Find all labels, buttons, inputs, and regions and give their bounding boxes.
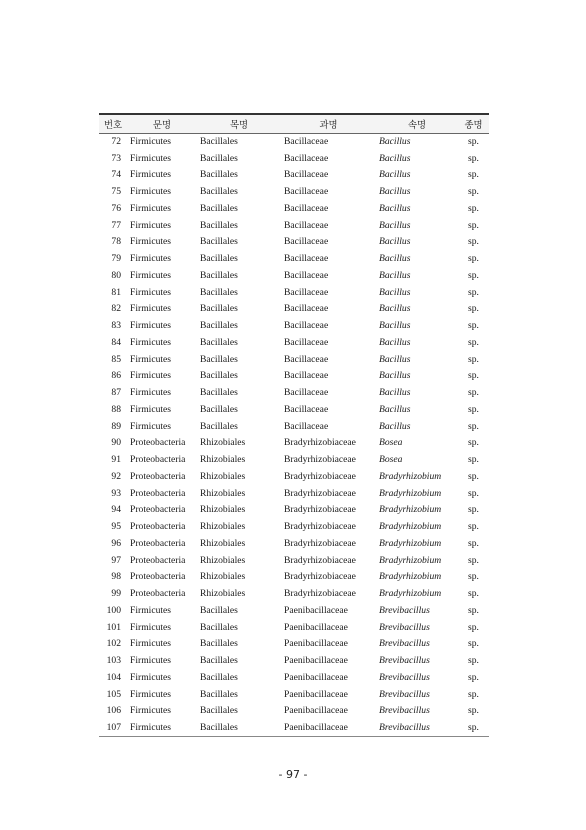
- cell-family: Bradyrhizobiaceae: [284, 521, 356, 533]
- cell-genus: Bradyrhizobium: [379, 487, 442, 499]
- table-body: [99, 133, 489, 736]
- cell-family: Bradyrhizobiaceae: [284, 588, 356, 600]
- cell-number: 89: [111, 420, 121, 432]
- cell-order: Bacillales: [200, 370, 238, 382]
- cell-number: 80: [111, 269, 121, 281]
- cell-phylum: Proteobacteria: [130, 437, 186, 449]
- cell-genus: Bradyrhizobium: [379, 588, 442, 600]
- cell-species: sp.: [468, 253, 479, 265]
- cell-order: Bacillales: [200, 202, 238, 214]
- table-row: [99, 686, 489, 703]
- cell-order: Bacillales: [200, 186, 238, 198]
- cell-phylum: Firmicutes: [130, 320, 172, 332]
- cell-number: 86: [111, 370, 121, 382]
- cell-genus: Bradyrhizobium: [379, 571, 442, 583]
- cell-genus: Bacillus: [379, 320, 411, 332]
- table-row: [99, 502, 489, 519]
- table-row: [99, 569, 489, 586]
- cell-genus: Bacillus: [379, 253, 411, 265]
- table-row: [99, 585, 489, 602]
- cell-number: 74: [111, 169, 121, 181]
- cell-phylum: Firmicutes: [130, 186, 172, 198]
- cell-order: Rhizobiales: [200, 554, 246, 566]
- cell-species: sp.: [468, 537, 479, 549]
- cell-species: sp.: [468, 454, 479, 466]
- cell-order: Bacillales: [197, 719, 281, 736]
- cell-family: Paenibacillaceae: [281, 719, 376, 736]
- cell-number: 95: [111, 521, 121, 533]
- cell-phylum: Firmicutes: [130, 202, 172, 214]
- cell-family: Paenibacillaceae: [284, 638, 348, 650]
- cell-order: Rhizobiales: [200, 437, 246, 449]
- cell-genus: Brevibacillus: [379, 638, 430, 650]
- cell-species: sp.: [468, 269, 479, 281]
- cell-genus: Bacillus: [379, 420, 411, 432]
- cell-genus: Bacillus: [379, 353, 411, 365]
- cell-phylum: Firmicutes: [130, 169, 172, 181]
- cell-family: Bradyrhizobiaceae: [284, 571, 356, 583]
- cell-genus: Bacillus: [379, 202, 411, 214]
- table-row: [99, 401, 489, 418]
- cell-species: sp.: [468, 571, 479, 583]
- table-header: [99, 114, 489, 133]
- cell-species: sp.: [468, 588, 479, 600]
- cell-family: Paenibacillaceae: [284, 705, 348, 717]
- cell-species: sp.: [468, 169, 479, 181]
- cell-order: Bacillales: [200, 286, 238, 298]
- cell-genus: Brevibacillus: [379, 621, 430, 633]
- cell-order: Rhizobiales: [200, 454, 246, 466]
- cell-number: 77: [111, 219, 121, 231]
- cell-order: Bacillales: [200, 169, 238, 181]
- cell-order: Bacillales: [200, 621, 238, 633]
- cell-family: Bacillaceae: [284, 136, 329, 148]
- table-row: [99, 703, 489, 720]
- cell-family: Bacillaceae: [284, 320, 329, 332]
- table-row: [99, 669, 489, 686]
- table-row: [99, 368, 489, 385]
- cell-species: sp.: [468, 336, 479, 348]
- cell-family: Bacillaceae: [284, 253, 329, 265]
- cell-family: Bacillaceae: [284, 169, 329, 181]
- table-row: [99, 334, 489, 351]
- table-row: [99, 619, 489, 636]
- cell-order: Rhizobiales: [200, 470, 246, 482]
- cell-phylum: Proteobacteria: [130, 487, 186, 499]
- cell-family: Paenibacillaceae: [284, 688, 348, 700]
- cell-phylum: Firmicutes: [130, 621, 172, 633]
- cell-family: Bacillaceae: [284, 370, 329, 382]
- cell-phylum: Proteobacteria: [130, 537, 186, 549]
- table-row: [99, 284, 489, 301]
- cell-family: Paenibacillaceae: [284, 604, 348, 616]
- table-row: [99, 485, 489, 502]
- cell-number: 84: [111, 336, 121, 348]
- table-row: [99, 719, 489, 736]
- cell-number: 93: [111, 487, 121, 499]
- cell-species: sp.: [468, 303, 479, 315]
- cell-phylum: Firmicutes: [130, 219, 172, 231]
- cell-number: 94: [111, 504, 121, 516]
- cell-phylum: Firmicutes: [130, 387, 172, 399]
- cell-genus: Bacillus: [379, 370, 411, 382]
- cell-species: sp.: [468, 437, 479, 449]
- cell-genus: Bacillus: [379, 219, 411, 231]
- cell-species: sp.: [468, 705, 479, 717]
- header-genus: 속명: [376, 114, 458, 133]
- cell-phylum: Proteobacteria: [130, 554, 186, 566]
- cell-family: Bacillaceae: [284, 403, 329, 415]
- cell-species: sp.: [468, 320, 479, 332]
- cell-phylum: Proteobacteria: [130, 504, 186, 516]
- cell-phylum: Firmicutes: [130, 136, 172, 148]
- cell-order: Bacillales: [200, 604, 238, 616]
- cell-order: Bacillales: [200, 269, 238, 281]
- cell-species: sp.: [468, 370, 479, 382]
- cell-order: Bacillales: [200, 320, 238, 332]
- table-row: [99, 317, 489, 334]
- cell-family: Bacillaceae: [284, 353, 329, 365]
- cell-genus: Bacillus: [379, 169, 411, 181]
- cell-family: Bacillaceae: [284, 286, 329, 298]
- page-number: - 97 -: [278, 768, 308, 781]
- cell-number: 99: [111, 588, 121, 600]
- cell-genus: Bacillus: [379, 303, 411, 315]
- cell-number: 72: [111, 136, 121, 148]
- cell-species: sp.: [468, 504, 479, 516]
- cell-number: 81: [111, 286, 121, 298]
- cell-number: 75: [111, 186, 121, 198]
- cell-genus: Bacillus: [379, 403, 411, 415]
- cell-order: Rhizobiales: [200, 504, 246, 516]
- cell-phylum: Firmicutes: [130, 303, 172, 315]
- cell-species: sp.: [468, 521, 479, 533]
- cell-number: 79: [111, 253, 121, 265]
- cell-genus: Bradyrhizobium: [379, 537, 442, 549]
- cell-number: 91: [111, 454, 121, 466]
- table-row: [99, 183, 489, 200]
- cell-phylum: Proteobacteria: [130, 470, 186, 482]
- taxonomy-table-container: [99, 113, 489, 737]
- cell-number: 85: [111, 353, 121, 365]
- cell-phylum: Proteobacteria: [130, 588, 186, 600]
- cell-number: 101: [106, 621, 121, 633]
- cell-number: 98: [111, 571, 121, 583]
- cell-family: Paenibacillaceae: [284, 655, 348, 667]
- cell-number: 88: [111, 403, 121, 415]
- cell-phylum: Firmicutes: [130, 705, 172, 717]
- cell-phylum: Firmicutes: [130, 269, 172, 281]
- cell-family: Bradyrhizobiaceae: [284, 487, 356, 499]
- cell-genus: Bradyrhizobium: [379, 554, 442, 566]
- cell-genus: Brevibacillus: [376, 719, 458, 736]
- cell-species: sp.: [468, 286, 479, 298]
- cell-number: 100: [106, 604, 121, 616]
- cell-species: sp.: [468, 604, 479, 616]
- cell-order: Rhizobiales: [200, 521, 246, 533]
- cell-phylum: Firmicutes: [130, 688, 172, 700]
- cell-phylum: Firmicutes: [130, 336, 172, 348]
- cell-species: sp.: [468, 387, 479, 399]
- cell-species: sp.: [458, 719, 489, 736]
- cell-phylum: Firmicutes: [130, 253, 172, 265]
- cell-phylum: Firmicutes: [130, 370, 172, 382]
- cell-family: Bacillaceae: [284, 420, 329, 432]
- header-family: 과명: [281, 114, 376, 133]
- cell-number: 102: [106, 638, 121, 650]
- cell-number: 105: [106, 688, 121, 700]
- cell-order: Rhizobiales: [200, 487, 246, 499]
- cell-family: Bacillaceae: [284, 152, 329, 164]
- table-row: [99, 234, 489, 251]
- cell-genus: Brevibacillus: [379, 655, 430, 667]
- cell-family: Bradyrhizobiaceae: [284, 537, 356, 549]
- table-row: [99, 535, 489, 552]
- cell-number: 106: [106, 705, 121, 717]
- cell-phylum: Proteobacteria: [130, 571, 186, 583]
- table-row: [99, 267, 489, 284]
- table-row: [99, 200, 489, 217]
- table-row: [99, 602, 489, 619]
- cell-number: 73: [111, 152, 121, 164]
- table-row: [99, 468, 489, 485]
- cell-phylum: Firmicutes: [130, 655, 172, 667]
- cell-species: sp.: [468, 470, 479, 482]
- cell-phylum: Proteobacteria: [130, 454, 186, 466]
- cell-phylum: Firmicutes: [130, 638, 172, 650]
- table-row: [99, 133, 489, 150]
- cell-family: Bacillaceae: [284, 303, 329, 315]
- cell-number: 97: [111, 554, 121, 566]
- cell-species: sp.: [468, 202, 479, 214]
- cell-species: sp.: [468, 621, 479, 633]
- cell-order: Bacillales: [200, 353, 238, 365]
- cell-order: Rhizobiales: [200, 571, 246, 583]
- table-row: [99, 250, 489, 267]
- cell-genus: Bacillus: [379, 286, 411, 298]
- cell-genus: Bosea: [379, 454, 403, 466]
- cell-order: Bacillales: [200, 403, 238, 415]
- cell-family: Bacillaceae: [284, 336, 329, 348]
- cell-order: Bacillales: [200, 387, 238, 399]
- header-order: 목명: [197, 114, 281, 133]
- cell-family: Bradyrhizobiaceae: [284, 470, 356, 482]
- cell-genus: Bosea: [379, 437, 403, 449]
- cell-order: Bacillales: [200, 253, 238, 265]
- table-row: [99, 435, 489, 452]
- cell-number: 104: [106, 671, 121, 683]
- cell-phylum: Proteobacteria: [130, 521, 186, 533]
- cell-species: sp.: [468, 655, 479, 667]
- cell-order: Bacillales: [200, 688, 238, 700]
- cell-genus: Bacillus: [379, 336, 411, 348]
- cell-number: 83: [111, 320, 121, 332]
- cell-genus: Bradyrhizobium: [379, 521, 442, 533]
- header-number: 번호: [99, 114, 127, 133]
- cell-order: Bacillales: [200, 236, 238, 248]
- cell-order: Rhizobiales: [200, 588, 246, 600]
- cell-species: sp.: [468, 136, 479, 148]
- cell-genus: Bradyrhizobium: [379, 470, 442, 482]
- cell-family: Bradyrhizobiaceae: [284, 504, 356, 516]
- cell-species: sp.: [468, 152, 479, 164]
- cell-phylum: Firmicutes: [130, 236, 172, 248]
- cell-species: sp.: [468, 403, 479, 415]
- cell-genus: Bacillus: [379, 269, 411, 281]
- cell-family: Bradyrhizobiaceae: [284, 437, 356, 449]
- cell-order: Bacillales: [200, 303, 238, 315]
- cell-genus: Brevibacillus: [379, 604, 430, 616]
- table-row: [99, 167, 489, 184]
- cell-genus: Bacillus: [379, 136, 411, 148]
- table-row: [99, 150, 489, 167]
- cell-genus: Brevibacillus: [379, 688, 430, 700]
- cell-number: 103: [106, 655, 121, 667]
- cell-species: sp.: [468, 219, 479, 231]
- cell-species: sp.: [468, 353, 479, 365]
- cell-genus: Brevibacillus: [379, 671, 430, 683]
- cell-number: 92: [111, 470, 121, 482]
- cell-species: sp.: [468, 554, 479, 566]
- cell-phylum: Firmicutes: [130, 420, 172, 432]
- cell-phylum: Firmicutes: [130, 152, 172, 164]
- cell-family: Bacillaceae: [284, 269, 329, 281]
- cell-species: sp.: [468, 186, 479, 198]
- cell-phylum: Firmicutes: [130, 353, 172, 365]
- taxonomy-table: [99, 113, 489, 737]
- cell-genus: Bradyrhizobium: [379, 504, 442, 516]
- cell-genus: Bacillus: [379, 387, 411, 399]
- table-row: [99, 652, 489, 669]
- table-row: [99, 351, 489, 368]
- table-row: [99, 636, 489, 653]
- cell-genus: Bacillus: [379, 152, 411, 164]
- cell-order: Bacillales: [200, 219, 238, 231]
- table-row: [99, 451, 489, 468]
- cell-family: Bradyrhizobiaceae: [284, 554, 356, 566]
- cell-species: sp.: [468, 638, 479, 650]
- cell-order: Bacillales: [200, 420, 238, 432]
- cell-order: Bacillales: [200, 671, 238, 683]
- table-row: [99, 217, 489, 234]
- cell-phylum: Firmicutes: [130, 403, 172, 415]
- cell-number: 78: [111, 236, 121, 248]
- cell-species: sp.: [468, 671, 479, 683]
- cell-phylum: Firmicutes: [130, 671, 172, 683]
- cell-number: 82: [111, 303, 121, 315]
- cell-species: sp.: [468, 236, 479, 248]
- cell-order: Bacillales: [200, 638, 238, 650]
- cell-genus: Brevibacillus: [379, 705, 430, 717]
- cell-family: Paenibacillaceae: [284, 621, 348, 633]
- cell-number: 90: [111, 437, 121, 449]
- cell-order: Bacillales: [200, 152, 238, 164]
- cell-number: 107: [99, 719, 127, 736]
- cell-species: sp.: [468, 487, 479, 499]
- header-species: 종명: [458, 114, 489, 133]
- cell-family: Bacillaceae: [284, 387, 329, 399]
- cell-order: Rhizobiales: [200, 537, 246, 549]
- table-row: [99, 301, 489, 318]
- cell-order: Bacillales: [200, 336, 238, 348]
- table-row: [99, 552, 489, 569]
- cell-phylum: Firmicutes: [127, 719, 197, 736]
- table-row: [99, 518, 489, 535]
- cell-order: Bacillales: [200, 705, 238, 717]
- cell-family: Bacillaceae: [284, 186, 329, 198]
- cell-number: 76: [111, 202, 121, 214]
- table-row: [99, 384, 489, 401]
- cell-genus: Bacillus: [379, 236, 411, 248]
- cell-species: sp.: [468, 420, 479, 432]
- cell-family: Bacillaceae: [284, 202, 329, 214]
- cell-family: Paenibacillaceae: [284, 671, 348, 683]
- header-phylum: 문명: [127, 114, 197, 133]
- cell-number: 96: [111, 537, 121, 549]
- table-row: [99, 418, 489, 435]
- cell-order: Bacillales: [200, 655, 238, 667]
- header-row: [99, 114, 489, 133]
- cell-number: 87: [111, 387, 121, 399]
- cell-family: Bacillaceae: [284, 236, 329, 248]
- cell-phylum: Firmicutes: [130, 604, 172, 616]
- cell-family: Bradyrhizobiaceae: [284, 454, 356, 466]
- cell-order: Bacillales: [200, 136, 238, 148]
- cell-phylum: Firmicutes: [130, 286, 172, 298]
- cell-family: Bacillaceae: [284, 219, 329, 231]
- cell-genus: Bacillus: [379, 186, 411, 198]
- cell-species: sp.: [468, 688, 479, 700]
